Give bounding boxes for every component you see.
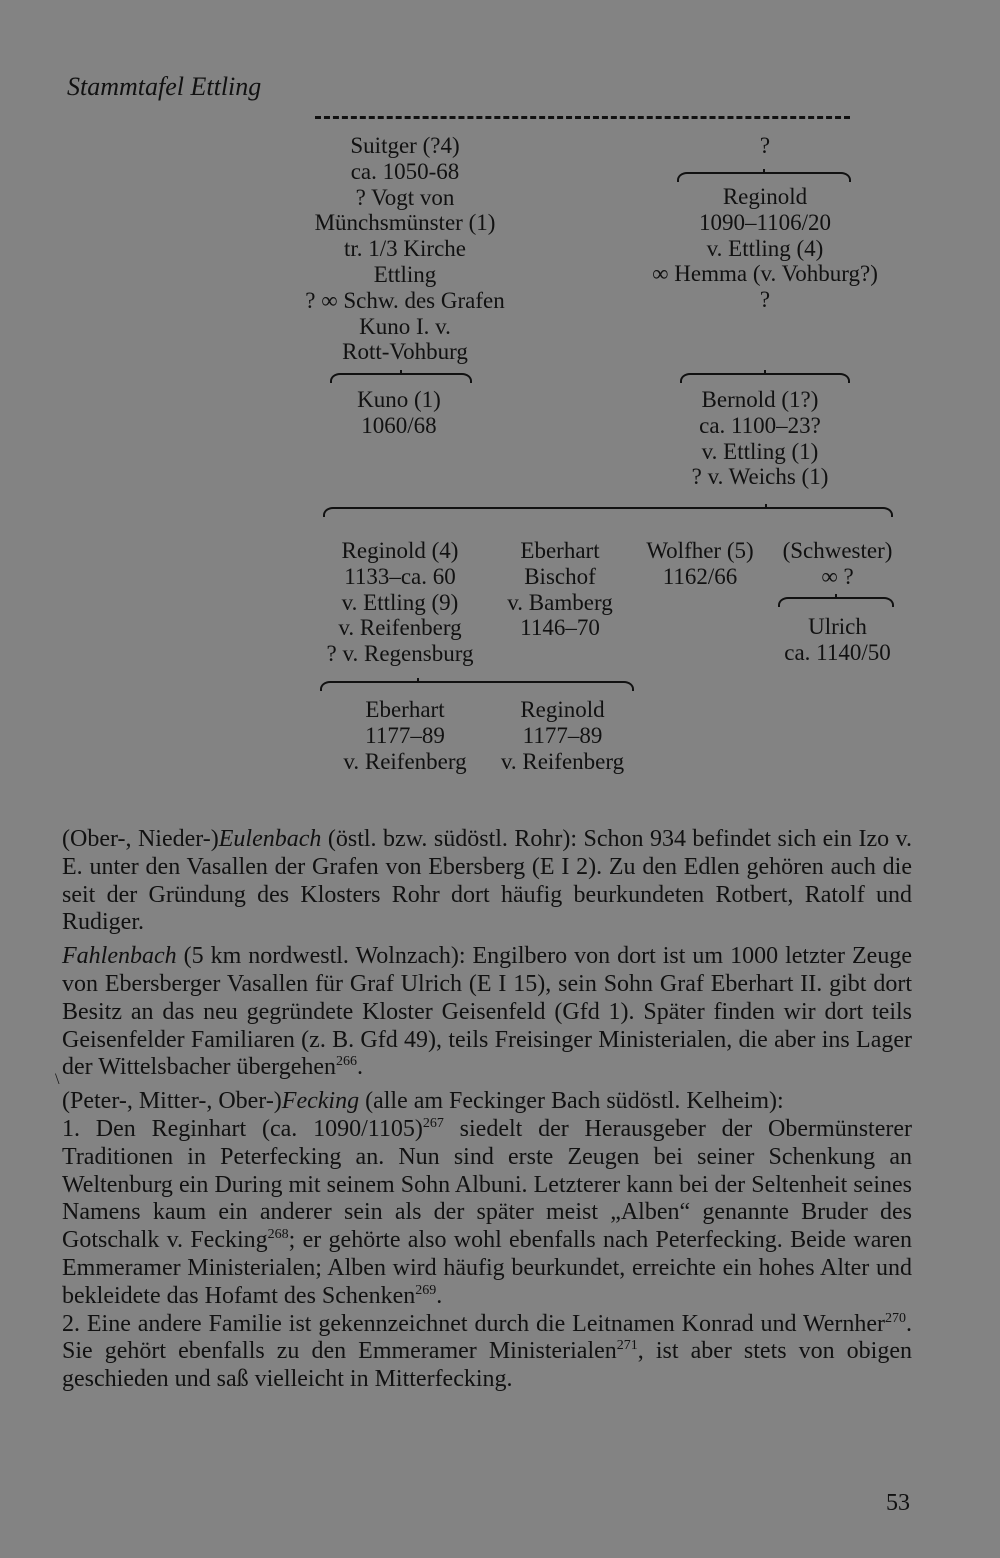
node-line: v. Ettling (1) bbox=[701, 438, 819, 464]
place-name: Fahlenbach bbox=[62, 943, 177, 970]
node-line: v. Ettling (4) bbox=[706, 235, 824, 261]
node-line: v. Reifenberg bbox=[500, 748, 625, 774]
node-line: 1146–70 bbox=[520, 615, 600, 641]
node-line: ca. 1100–23? bbox=[699, 412, 821, 438]
node-wolfher bbox=[635, 538, 765, 590]
node-line: ca. 1140/50 bbox=[784, 639, 891, 665]
node-eberhart2 bbox=[330, 697, 480, 774]
node-line: ? Vogt von bbox=[355, 184, 455, 210]
paragraph-text: . Sie gehört ebenfalls zu den Emmeramer Ministerialen bbox=[62, 1310, 912, 1365]
page-heading: Stammtafel Ettling bbox=[67, 72, 262, 101]
paragraph-text: (5 km nordwestl. Wolnzach): Engilbero von dort ist um 1000 letzter Zeuge von Ebersberger Vasallen für Graf Ulrich (E I 15), sein Sohn Graf Eberhart II. gibt dort Besitz an das neu gegründete Kloster Geisenfeld (Gfd 1). Später finden wir dort teils Geisenfelder Familiaren (z. B. Gfd 49), teils Freisinger Ministerialen, die aber ins Lager der Wittelsbacher übergehen bbox=[62, 943, 912, 1081]
paragraph-text: 1. Den Reginhart (ca. 1090/1105) bbox=[62, 1115, 423, 1142]
node-schwester bbox=[770, 538, 905, 590]
bracket-children-bernold bbox=[323, 507, 893, 517]
bracket-bernold bbox=[680, 373, 850, 383]
paragraph-fecking-1 bbox=[62, 1116, 912, 1311]
paragraph-fecking-heading bbox=[62, 1088, 912, 1116]
node-line: 1162/66 bbox=[662, 563, 738, 589]
node-line: Reginold bbox=[520, 697, 605, 722]
footnote-ref: 268 bbox=[267, 1227, 289, 1243]
node-line: Eberhart bbox=[520, 538, 600, 563]
node-line: 1060/68 bbox=[361, 412, 437, 438]
bracket-kuno bbox=[330, 373, 472, 383]
node-line: Suitger (?4) bbox=[350, 133, 460, 158]
paragraph-text: , ist aber stets von obigen geschieden und saß vielleicht in Mitterfecking. bbox=[62, 1338, 913, 1393]
paragraph-end: . bbox=[357, 1054, 364, 1081]
node-line: Ulrich bbox=[808, 614, 867, 639]
node-kuno bbox=[330, 387, 468, 439]
family-line-dashed bbox=[315, 116, 850, 119]
paragraph-fahlenbach bbox=[62, 943, 912, 1082]
node-line: Reginold (4) bbox=[341, 538, 459, 563]
node-line: v. Bamberg bbox=[507, 589, 613, 615]
node-line: (Schwester) bbox=[782, 538, 893, 563]
bracket-ulrich bbox=[778, 597, 894, 607]
place-prefix: (Peter-, Mitter-, Ober-) bbox=[62, 1088, 282, 1115]
node-unknown-top bbox=[720, 133, 810, 159]
node-line: 1177–89 bbox=[365, 722, 445, 748]
place-name: Eulenbach bbox=[218, 826, 322, 852]
node-line: ∞ Hemma (v. Vohburg?) bbox=[652, 261, 878, 287]
node-bernold bbox=[660, 387, 860, 490]
body-text bbox=[62, 826, 912, 1400]
node-line: Ettling bbox=[373, 261, 437, 287]
node-line: v. Reifenberg bbox=[338, 615, 462, 641]
node-line: Kuno (1) bbox=[357, 387, 441, 412]
footnote-ref: 266 bbox=[336, 1054, 358, 1070]
paragraph-text: siedelt der Herausgeber der Obermünsterer Traditionen in Peterfecking an. Nun sind erste Zeugen bei seiner Schenkung an Weltenburg ein During mit seinem Sohn Albuni. Letzterer kann bei der Seltenheit seines Namens kaum ein anderer sein als der später meist „Alben“ genannte Bruder des Gotschalk v. Fecking bbox=[62, 1115, 912, 1254]
footnote-ref: 270 bbox=[885, 1310, 906, 1326]
node-reginold1 bbox=[620, 184, 910, 313]
bracket-reifenberg bbox=[320, 681, 634, 691]
node-line: Kuno I. v. bbox=[359, 313, 451, 339]
node-line: Münchsmünster (1) bbox=[314, 210, 496, 236]
node-line: ca. 1050-68 bbox=[350, 158, 460, 184]
page-number: 53 bbox=[886, 1490, 910, 1516]
node-line: 1177–89 bbox=[522, 722, 603, 748]
paragraph-text: ; er gehörte also wohl ebenfalls nach Peterfecking. Beide waren Emmeramer Ministerialen; Alben wird häufig beurkundet, erreichte ein hohes Alter und bekleidete das Hofamt des Schenken bbox=[62, 1227, 912, 1309]
node-eberhart-bischof bbox=[490, 538, 630, 641]
node-reginold3 bbox=[490, 697, 635, 774]
place-name: Fecking bbox=[281, 1088, 360, 1115]
node-line: ? ∞ Schw. des Grafen bbox=[305, 287, 505, 313]
node-line: ? v. Weichs (1) bbox=[691, 464, 829, 490]
node-line: v. Reifenberg bbox=[343, 748, 467, 774]
node-line: ? bbox=[759, 133, 771, 158]
node-line: Rott-Vohburg bbox=[342, 339, 468, 365]
node-line: Wolfher (5) bbox=[646, 538, 754, 563]
paragraph-end: . bbox=[436, 1282, 443, 1309]
node-line: Eberhart bbox=[365, 697, 445, 722]
bracket-reginold1 bbox=[677, 172, 851, 182]
node-line: 1090–1106/20 bbox=[698, 209, 832, 235]
paragraph-text: (alle am Feckinger Bach südöstl. Kelheim): bbox=[359, 1088, 784, 1115]
paragraph-text: 2. Eine andere Familie ist gekennzeichnet durch die Leitnamen Konrad und Wernher bbox=[62, 1310, 885, 1337]
footnote-ref: 269 bbox=[415, 1282, 437, 1298]
node-line: v. Ettling (9) bbox=[341, 589, 459, 615]
node-suitger bbox=[300, 133, 510, 365]
paragraph-eulenbach bbox=[62, 826, 912, 937]
node-line: Bischof bbox=[524, 563, 596, 589]
node-ulrich bbox=[770, 614, 905, 666]
footnote-ref: 267 bbox=[422, 1115, 444, 1131]
paragraph-fecking-2 bbox=[62, 1311, 912, 1394]
node-line: 1133–ca. 60 bbox=[344, 563, 456, 589]
node-line: ? bbox=[759, 287, 771, 313]
node-line: ? v. Regensburg bbox=[326, 641, 474, 667]
paragraph-text: (östl. bzw. südöstl. Rohr): Schon 934 befindet sich ein Izo v. E. unter den Vasallen der Grafen von Ebersberg (E I 2). Zu den Edlen gehören auch die seit der Gründung des Klosters Rohr dort häufig beurkundeten Rotbert, Ratolf und Rudiger. bbox=[62, 826, 913, 936]
node-line: Bernold (1?) bbox=[701, 387, 819, 412]
node-line: tr. 1/3 Kirche bbox=[344, 236, 466, 262]
node-line: Reginold bbox=[722, 184, 808, 209]
node-line: ∞ ? bbox=[821, 563, 854, 589]
place-prefix: (Ober-, Nieder-) bbox=[62, 826, 219, 852]
node-reginold2 bbox=[310, 538, 490, 667]
footnote-ref: 271 bbox=[616, 1338, 638, 1354]
margin-mark: \ bbox=[55, 1071, 60, 1088]
